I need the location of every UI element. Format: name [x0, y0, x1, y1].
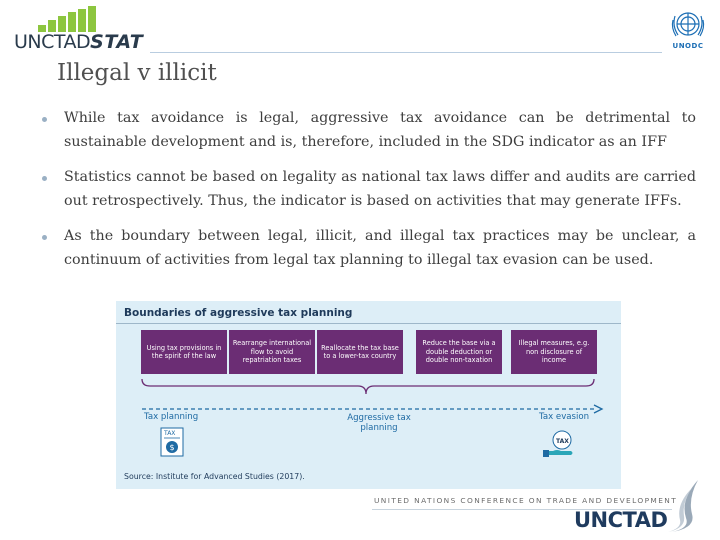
- logo-stat-text: STAT: [90, 31, 144, 53]
- unctadstat-logo: [14, 6, 149, 52]
- bullet-item: [40, 166, 696, 213]
- footer-conference-text: UNITED NATIONS CONFERENCE ON TRADE AND DEVELOPMENT: [374, 496, 678, 505]
- page-title: Illegal v illicit: [57, 60, 217, 86]
- axis-label-tax-evasion: Tax evasion: [539, 412, 590, 422]
- bullet-dot: [42, 117, 47, 122]
- figure-box: Rearrange international flow to avoid repatriation taxes: [229, 330, 315, 374]
- figure-box: Illegal measures, e.g. non disclosure of income: [511, 330, 597, 374]
- bullet-dot: [42, 176, 47, 181]
- logo-bar: [68, 12, 76, 32]
- figure-box: Reduce the base via a double deduction or double non-taxation: [416, 330, 502, 374]
- bullet-text: While tax avoidance is legal, aggressive tax avoidance can be detrimental to sustainable development and is, therefore, included in the SDG indicator as an IFF: [64, 110, 696, 150]
- logo-bar: [78, 9, 86, 32]
- figure-title-rule: [116, 323, 621, 324]
- axis-label-aggressive-tax-planning: Aggressive tax planning: [347, 413, 411, 433]
- figure-box: Reallocate the tax base to a lower-tax country: [317, 330, 403, 374]
- logo-unctad-text: UNCTAD: [14, 31, 91, 53]
- unodc-label: UNODC: [672, 42, 704, 50]
- tax-document-label: TAX: [164, 430, 176, 437]
- figure-title: Boundaries of aggressive tax planning: [124, 307, 353, 319]
- bullet-list: [40, 107, 696, 284]
- figure-box: Using tax provisions in the spirit of the law: [141, 330, 227, 374]
- logo-bars: [38, 6, 98, 32]
- bullet-item: [40, 225, 696, 272]
- unodc-logo: [662, 8, 714, 56]
- header-divider: [150, 52, 662, 53]
- unctad-swoosh-icon: [662, 478, 702, 534]
- un-emblem-icon: [670, 8, 706, 42]
- logo-bar: [58, 16, 66, 32]
- logo-wordmark: [14, 32, 143, 52]
- tax-evasion-label: TAX: [556, 438, 569, 445]
- svg-text:$: $: [169, 443, 175, 452]
- bullet-text: Statistics cannot be based on legality as national tax laws differ and audits are carried out retrospectively. Thus, the indicator is based on activities that may generate IFFs.: [64, 169, 696, 209]
- figure-source: Source: Institute for Advanced Studies (2017).: [124, 472, 305, 481]
- logo-bar: [88, 6, 96, 32]
- bullet-item: [40, 107, 696, 154]
- axis-label-tax-planning: Tax planning: [144, 412, 199, 422]
- bullet-dot: [42, 235, 47, 240]
- tax-planning-figure: [116, 301, 621, 489]
- bullet-text: As the boundary between legal, illicit, and illegal tax practices may be unclear, a continuum of activities from legal tax planning to illegal tax evasion can be used.: [64, 228, 696, 268]
- figure-brace: [138, 377, 598, 397]
- footer-unctad-logo: UNCTAD: [574, 508, 668, 532]
